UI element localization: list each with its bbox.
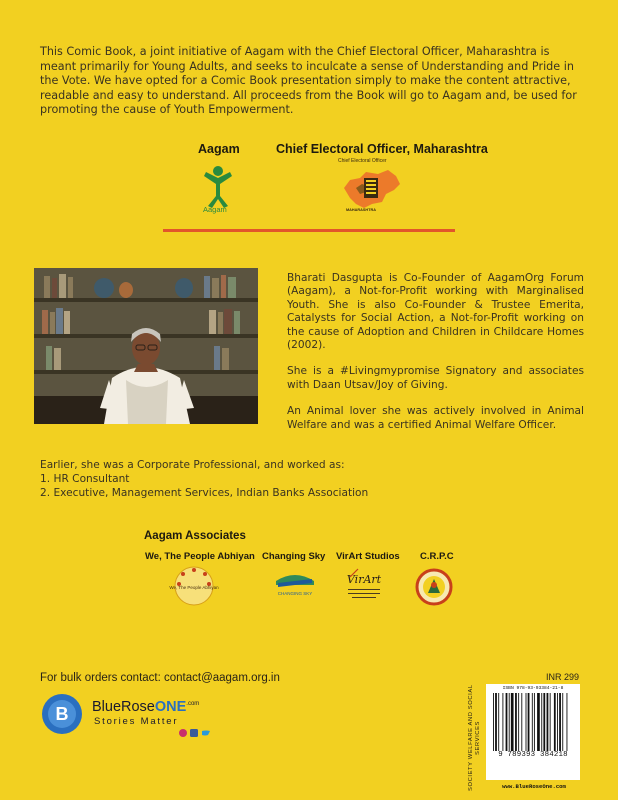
we-the-people-logo-text: We, The People Abhiyan (169, 585, 219, 590)
associate-name-wtp: We, The People Abhiyan (145, 551, 255, 562)
publisher-url: www.BlueRoseOne.com (502, 783, 566, 790)
ceo-logo-subtitle: Chief Electoral Officer (338, 158, 387, 164)
associates-title: Aagam Associates (144, 530, 246, 542)
associate-name-virart: VirArt Studios (336, 551, 400, 562)
aagam-title: Aagam (198, 142, 240, 156)
isbn-number: ISBN 978-93-93384-21-8 (502, 686, 564, 691)
partner-logos (0, 140, 618, 240)
bio-paragraph: She is a #Livingmypromise Signatory and associates with Daan Utsav/Joy of Giving. (287, 365, 584, 391)
publisher-name-accent: ONE (154, 699, 187, 715)
aagam-logo-text: Aagam (203, 205, 227, 214)
portrait-illustration (34, 268, 258, 424)
barcode-icon (492, 693, 574, 751)
bluerose-logo-icon (40, 692, 84, 736)
bio-paragraph: An Animal lover she was actively involved in Animal Welfare and was a certified Animal Welfare Officer. (287, 405, 584, 431)
intro-paragraph: This Comic Book, a joint initiative of Aagam with the Chief Electoral Officer, Maharashtra is meant primarily for Young Adults, and seeks to inculcate a sense of Understanding and Pride in the Vote. We have opted for a Comic Book presentation simply to make the content attractive, readable and easy to understand. All proceeds from the Book will go to Aagam and, be used for promoting the cause of Youth Empowerment. (40, 45, 577, 117)
ceo-logo-state: MAHARASHTRA (346, 208, 376, 212)
publisher-logo (40, 692, 240, 742)
facebook-icon (190, 729, 198, 737)
career-section (40, 458, 440, 500)
associate-name-crpc: C.R.P.C (420, 551, 454, 562)
category-label: SOCIETY WELFARE AND SOCIAL SERVICES (468, 684, 481, 792)
isbn-barcode-box (486, 684, 580, 780)
publisher-name (92, 699, 199, 715)
crpc-logo-icon (414, 565, 454, 609)
svg-text:B: B (55, 704, 69, 724)
bio-paragraph: Bharati Dasgupta is Co-Founder of AagamOrg Forum (Aagam), a Not-for-Profit working with Marginalised Youth. She is also Co-Founder & Trustee Emerita, Catalysts for Social Action, a Not-for-Profit working on the cause of Adoption and Children in Childcare Homes (2002). (287, 272, 584, 352)
price-label: INR 299 (546, 672, 580, 682)
associate-name-changing-sky: Changing Sky (262, 551, 326, 562)
publisher-name-main: BlueRose (92, 699, 155, 715)
section-divider (163, 229, 455, 232)
isbn-digits: 9 789393 384218 (498, 751, 568, 759)
virart-logo-icon (340, 565, 388, 609)
ceo-title: Chief Electoral Officer, Maharashtra (276, 142, 488, 156)
instagram-icon (179, 729, 187, 737)
career-item: 1. HR Consultant (40, 473, 130, 485)
social-icons (178, 728, 212, 738)
career-intro: Earlier, she was a Corporate Professional, and worked as: (40, 459, 345, 471)
publisher-name-suffix: .com (186, 701, 200, 708)
virart-logo-text: VirArt (346, 573, 382, 586)
twitter-icon (202, 731, 210, 736)
we-the-people-logo-icon (169, 565, 219, 607)
changing-sky-logo-text: CHANGING SKY (277, 591, 313, 596)
changing-sky-logo-icon (272, 565, 318, 601)
publisher-tagline: Stories Matter (94, 716, 179, 727)
evm-icon (364, 178, 378, 198)
bulk-orders-contact: For bulk orders contact: contact@aagam.org.in (40, 672, 280, 684)
career-item: 2. Executive, Management Services, Indian Banks Association (40, 487, 369, 499)
author-bio (287, 272, 584, 445)
author-portrait (34, 268, 258, 424)
